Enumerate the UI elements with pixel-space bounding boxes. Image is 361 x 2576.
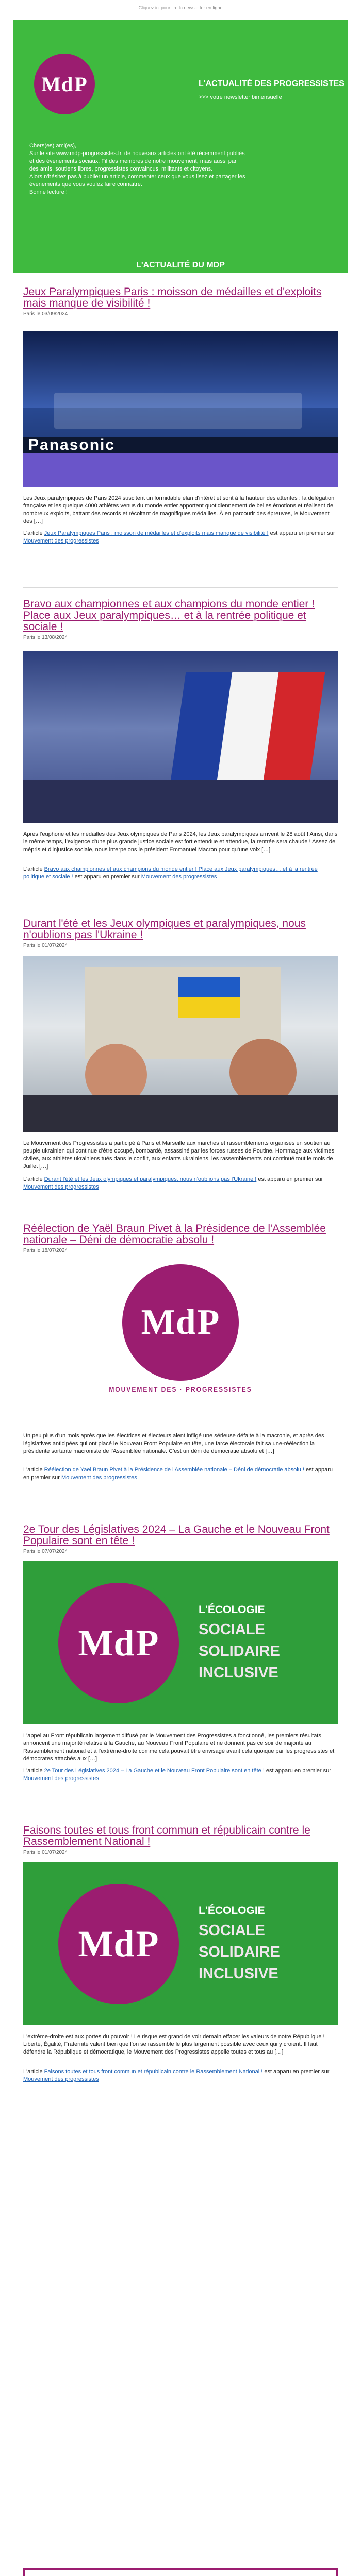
article-link[interactable]: Durant l'été et les Jeux olympiques et paralympiques, nous n'oublions pas l'Ukraine !	[44, 1176, 257, 1182]
more-prefix: L'article	[23, 1768, 44, 1774]
article-divider	[23, 587, 338, 588]
article-more	[23, 866, 338, 881]
article-more	[23, 1767, 338, 1783]
slogan-line: L'ÉCOLOGIE	[199, 1905, 265, 1917]
article-card	[23, 286, 338, 585]
more-prefix: L'article	[23, 866, 44, 872]
article-card	[23, 918, 338, 1212]
ecologie-panel	[23, 1862, 338, 2025]
article-more	[23, 1176, 338, 1191]
slogan-line: SOCIALE	[199, 1922, 265, 1939]
article-title[interactable]: 2e Tour des Législatives 2024 – La Gauche et le Nouveau Front Populaire sont en tête !	[23, 1523, 330, 1547]
site-link[interactable]: Mouvement des progressistes	[141, 874, 217, 880]
article-title[interactable]: Bravo aux championnes et aux champions du monde entier ! Place aux Jeux paralympiques… et à la rentrée politique et sociale !	[23, 598, 315, 633]
logo-letter-p: P	[74, 72, 88, 96]
intro-line: Chers(es) ami(es),	[29, 143, 77, 149]
header-subtitle: >>> votre newsletter bimensuelle	[199, 94, 282, 100]
intro-line: événements que vous voulez faire connaître.	[29, 181, 142, 188]
ecologie-slogan	[199, 1561, 338, 1724]
logo-letter-d: d	[61, 72, 74, 96]
logo-letter-m: M	[41, 72, 62, 96]
mdp-logo-text: MdP	[78, 1622, 159, 1664]
article-date: Paris le 01/07/2024	[23, 1850, 68, 1855]
article-card	[23, 599, 338, 897]
preheader[interactable]	[0, 0, 361, 20]
site-link[interactable]: Mouvement des progressistes	[23, 2076, 99, 2082]
article-summary: L'extrême-droite est aux portes du pouvoir ! Le risque est grand de voir demain effacer les valeurs de notre République ! Liberté, Égalité, Fraternité valent bien que l'on se rassemble le plus largement possible avec ceux qui y croient. Il faut défendre la République et démocratique, le Mouvement des Progressistes appelle toutes et tous au […]	[23, 2033, 325, 2055]
article-card	[23, 1825, 338, 2113]
article-more	[23, 530, 338, 545]
mdp-logo-large	[54, 1879, 183, 2008]
article-card	[23, 1223, 338, 1512]
article-date: Paris le 01/07/2024	[23, 943, 68, 948]
intro-line: Sur le site www.mdp-progressistes.fr, de nouveaux articles ont été récemment publiés	[29, 150, 245, 157]
site-link[interactable]: Mouvement des progressistes	[23, 1184, 99, 1190]
more-mid: est apparu en premier sur	[73, 874, 141, 880]
article-summary: Un peu plus d'un mois après que les électrices et électeurs aient infligé une sérieuse défaite à la macronie, et après des législatives anticipées qui ont placé le Nouveau Front Populaire en tête, une farce électorale fait sa une-réélection la présidente sortante macroniste de l'Assemblée nationale. C'est un déni de démocratie absolu et […]	[23, 1433, 324, 1454]
article-link[interactable]: 2e Tour des Législatives 2024 – La Gauche et le Nouveau Front Populaire sont en tête !	[44, 1768, 265, 1774]
article-image-ecologie[interactable]	[23, 1561, 338, 1724]
article-summary: Après l'euphorie et les médailles des Jeux olympiques de Paris 2024, les Jeux paralympiques arrivent le 28 août ! Ainsi, dans le même temps, l'exigence d'une plus grande justice sociale est fort entendue et attendue, la rentrée sera chaude ! Assez de mépris et d'injustice sociale, nous interpelons le président Emmanuel Macron pour qu'une voix […]	[23, 831, 338, 853]
stage-lights	[54, 393, 302, 429]
preheader-link[interactable]: Cliquez ici pour lire la newsletter en ligne	[138, 5, 223, 10]
newsletter-header	[13, 20, 348, 258]
article-more	[23, 1466, 338, 1482]
intro-line: des amis, soutiens libres, progressistes convaincus, militants et citoyens.	[29, 166, 213, 172]
article-date: Paris le 07/07/2024	[23, 1549, 68, 1554]
article-image-ukraine-rally[interactable]	[23, 956, 338, 1132]
ukraine-flag-yellow	[178, 997, 240, 1018]
slogan-line: INCLUSIVE	[199, 1665, 278, 1681]
article-title[interactable]: Réélection de Yaël Braun Pivet à la Présidence de l'Assemblée nationale – Déni de démocratie absolu !	[23, 1223, 326, 1246]
more-mid: est apparu en premier sur	[264, 1768, 331, 1774]
more-prefix: L'article	[23, 2069, 44, 2075]
intro-line: Alors n'hésitez pas à publier un article, commenter ceux que vous lisez et partager les	[29, 174, 245, 180]
ecologie-slogan	[199, 1862, 338, 2025]
mdp-logo-large	[122, 1264, 239, 1381]
mdp-logo-text	[41, 72, 87, 96]
logo-ring-text: MOUVEMENT DES · PROGRESSISTES	[109, 1386, 252, 1393]
mdp-logo-text: MdP	[78, 1923, 159, 1964]
crowd	[23, 780, 338, 823]
mdp-logo-large	[54, 1579, 183, 1707]
more-mid: est apparu en premier sur	[262, 2069, 330, 2075]
slogan-line: SOLIDAIRE	[199, 1944, 280, 1960]
slogan-line: L'ÉCOLOGIE	[199, 1604, 265, 1616]
intro-line: Bonne lecture !	[29, 189, 68, 195]
crowd	[23, 1095, 338, 1132]
article-image-flag-crowd[interactable]	[23, 651, 338, 823]
slogan-line: SOLIDAIRE	[199, 1643, 280, 1659]
slogan-line: INCLUSIVE	[199, 1965, 278, 1982]
section-title: L'ACTUALITÉ DU MDP	[13, 258, 348, 273]
site-link[interactable]: Mouvement des progressistes	[23, 538, 99, 544]
intro-line: et des événements sociaux, Fil des membres de notre mouvement, mais aussi par	[29, 158, 237, 164]
article-date: Paris le 13/08/2024	[23, 635, 68, 640]
sponsor-banner: Panasonic	[23, 437, 338, 453]
article-date: Paris le 18/07/2024	[23, 1248, 68, 1253]
more-mid: est apparu en premier sur	[23, 1467, 333, 1481]
article-link[interactable]: Bravo aux championnes et aux champions du monde entier ! Place aux Jeux paralympiques… et à la rentrée politique et sociale !	[23, 866, 318, 880]
ecologie-panel	[23, 1561, 338, 1724]
article-image-paralympics[interactable]	[23, 331, 338, 487]
mdp-logo-text: MdP	[141, 1302, 220, 1342]
mdp-logo[interactable]	[34, 54, 95, 114]
article-card	[23, 1524, 338, 1812]
article-title[interactable]: Durant l'été et les Jeux olympiques et paralympiques, nous n'oublions pas l'Ukraine !	[23, 918, 306, 941]
article-link[interactable]: Jeux Paralympiques Paris : moisson de médailles et d'exploits mais manque de visibilité !	[44, 530, 269, 536]
ukraine-flag-blue	[178, 977, 240, 997]
more-prefix: L'article	[23, 1467, 44, 1473]
article-title[interactable]: Faisons toutes et tous front commun et républicain contre le Rassemblement National !	[23, 1824, 310, 1848]
article-date: Paris le 03/09/2024	[23, 311, 68, 317]
article-image-mdp-logo[interactable]	[23, 1260, 338, 1430]
header-intro	[29, 142, 332, 196]
more-mid: est apparu en premier sur	[268, 530, 335, 536]
header-title: L'ACTUALITÉ DES PROGRESSISTES	[199, 79, 344, 88]
article-summary: L'appel au Front républicain largement diffusé par le Mouvement des Progressistes a fonctionné, les premiers résultats annoncent une majorité relative à la Gauche, au Nouveau Front Populaire et ne donnent pas ce soir de majorité au Rassemblement national et à l'extrême-droite comme cela pouvait être envisagé avant cela quoique par les progressistes et démocrates attachés aux […]	[23, 1733, 335, 1762]
more-prefix: L'article	[23, 530, 44, 536]
article-more	[23, 2068, 338, 2083]
site-link[interactable]: Mouvement des progressistes	[23, 1775, 99, 1782]
article-link[interactable]: Faisons toutes et tous front commun et républicain contre le Rassemblement National !	[44, 2069, 263, 2075]
article-title[interactable]: Jeux Paralympiques Paris : moisson de médailles et d'exploits mais manque de visibilité !	[23, 286, 322, 309]
article-summary: Les Jeux paralympiques de Paris 2024 suscitent un formidable élan d'intérêt et sont à la hauteur des attentes : la délégation française et les quelque 4000 athlètes venus du monde entier apportent quotidiennement de belles émotions et réalisent de nombreux exploits, battant des records et récoltant de magnifiques médailles. À en parcourir des épreuves, le Mouvement des […]	[23, 495, 335, 524]
more-mid: est apparu en premier sur	[256, 1176, 323, 1182]
site-link[interactable]: Mouvement des progressistes	[61, 1475, 137, 1481]
field-surface	[23, 453, 338, 487]
article-image-ecologie[interactable]	[23, 1862, 338, 2025]
slogan-line: SOCIALE	[199, 1621, 265, 1638]
article-summary: Le Mouvement des Progressistes a participé à Paris et Marseille aux marches et rassemblements organisés en soutien au peuple ukrainien qui continue d'être occupé, bombardé, assassiné par les forces russes de Poutine. Hommage aux victimes civiles, aux athlètes ukrainiens tués dans le conflit, aux enfants ukrainiens, les rassemblements ont continué tout le mois de Juillet […]	[23, 1140, 335, 1170]
article-link[interactable]: Réélection de Yaël Braun Pivet à la Présidence de l'Assemblée nationale – Déni de démocratie absolu !	[44, 1467, 304, 1473]
tribune-box	[23, 2568, 338, 2576]
more-prefix: L'article	[23, 1176, 44, 1182]
